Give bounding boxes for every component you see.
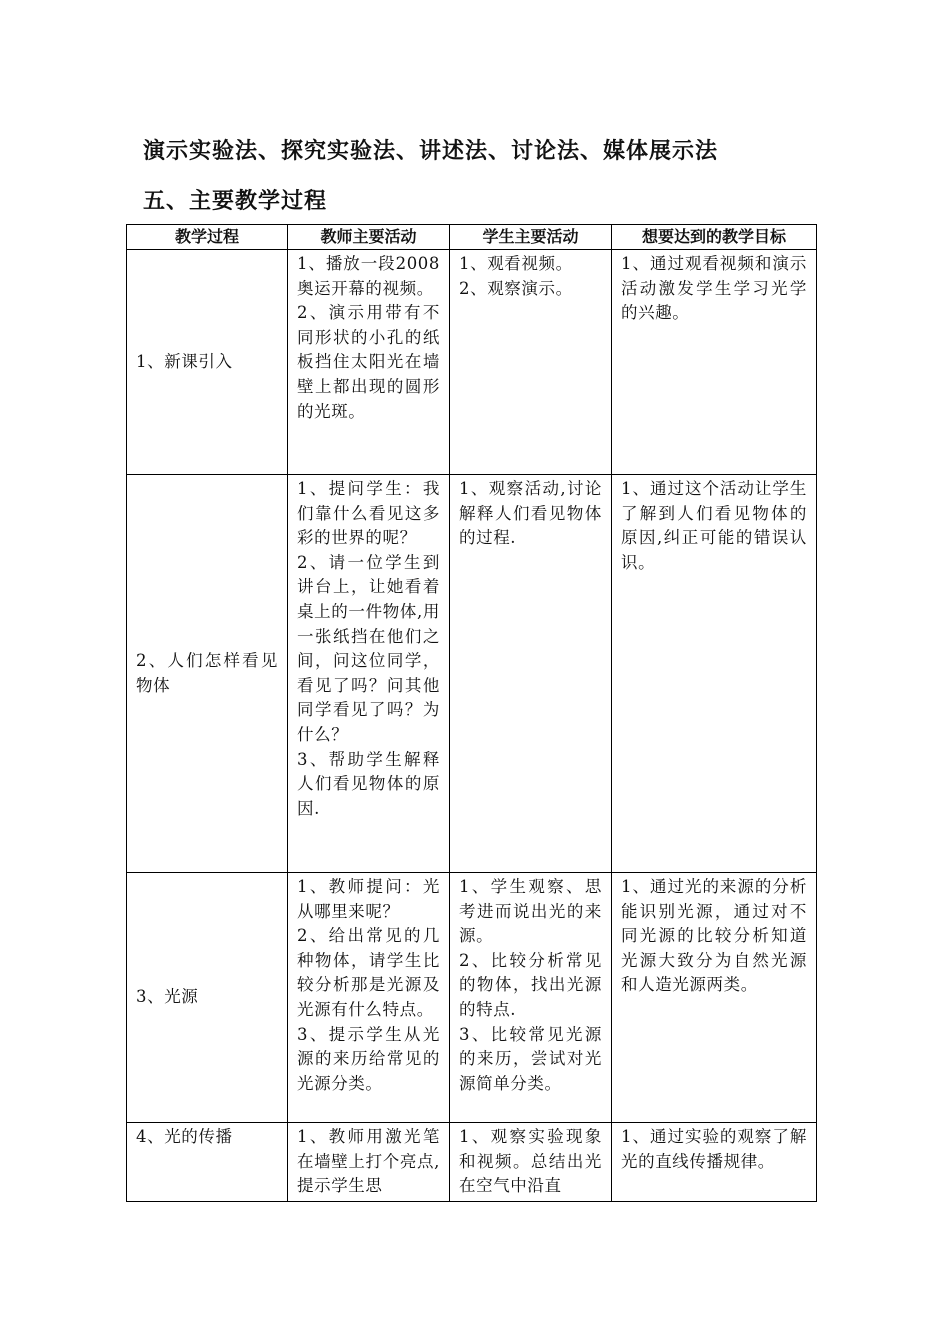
stage-cell: 2、人们怎样看见物体 [127,475,288,873]
teaching-goal-cell [612,873,817,1123]
student-item: 1、观察活动,讨论解释人们看见物体的过程. [459,479,602,548]
header-student-activity: 学生主要活动 [450,225,612,250]
teacher-activity-cell [288,475,450,873]
student-item: 3、比较常见光源的来历，尝试对光源简单分类。 [459,1024,602,1093]
teacher-item: 3、提示学生从光源的来历给常见的光源分类。 [297,1024,440,1093]
table-row [127,873,817,1123]
teacher-activity-cell [288,873,450,1123]
goal-item: 1、通过观看视频和演示活动激发学生学习光学的兴趣。 [621,254,807,323]
student-item: 1、观察实验现象和视频。总结出光在空气中沿直 [459,1127,602,1196]
teacher-item: 2、给出常见的几种物体，请学生比较分析那是光源及光源有什么特点。 [297,926,440,1019]
goal-item: 1、通过实验的观察了解光的直线传播规律。 [621,1127,807,1171]
teacher-activity-cell [288,1123,450,1202]
teacher-activity-cell [288,250,450,475]
table-row [127,1123,817,1202]
student-item: 2、观察演示。 [459,278,573,298]
stage-cell: 4、光的传播 [127,1123,288,1202]
student-activity-cell [450,1123,612,1202]
student-activity-cell [450,873,612,1123]
student-activity-cell [450,475,612,873]
header-teaching-goal: 想要达到的教学目标 [612,225,817,250]
header-teacher-activity: 教师主要活动 [288,225,450,250]
goal-item: 1、通过光的来源的分析能识别光源，通过对不同光源的比较分析知道光源大致分为自然光源和人造光源两类。 [621,877,807,995]
teaching-methods-line: 演示实验法、探究实验法、讲述法、讨论法、媒体展示法 [143,138,719,164]
table-row [127,475,817,873]
student-item: 2、比较分析常见的物体，找出光源的特点. [459,950,602,1019]
table-header-row [127,225,817,250]
teacher-item: 1、教师提问：光从哪里来呢？ [297,877,440,921]
teacher-item: 2、请一位学生到讲台上，让她看着桌上的一件物体,用一张纸挡在他们之间，问这位同学，看见了吗？问其他同学看见了吗？为什么？ [297,552,440,744]
table-row [127,250,817,475]
teaching-process-table [126,224,817,1202]
stage-cell: 1、新课引入 [127,250,288,475]
student-item: 1、观看视频。 [459,254,573,273]
teacher-item: 1、播放一段2008奥运开幕的视频。 [297,254,440,298]
goal-item: 1、通过这个活动让学生了解到人们看见物体的原因,纠正可能的错误认识。 [621,479,807,572]
student-activity-cell [450,250,612,475]
teacher-item: 2、演示用带有不同形状的小孔的纸板挡住太阳光在墙壁上都出现的圆形的光斑。 [297,303,440,421]
teaching-goal-cell [612,250,817,475]
teaching-goal-cell [612,475,817,873]
stage-cell: 3、光源 [127,873,288,1123]
teacher-item: 1、教师用激光笔在墙壁上打个亮点,提示学生思 [297,1127,440,1196]
student-item: 1、学生观察、思考进而说出光的来源。 [459,877,602,946]
teacher-item: 3、帮助学生解释人们看见物体的原因. [297,749,440,818]
teaching-goal-cell [612,1123,817,1202]
teacher-item: 1、提问学生：我们靠什么看见这多彩的世界的呢？ [297,479,440,548]
section-heading: 五、主要教学过程 [143,188,328,214]
header-stage: 教学过程 [127,225,288,250]
